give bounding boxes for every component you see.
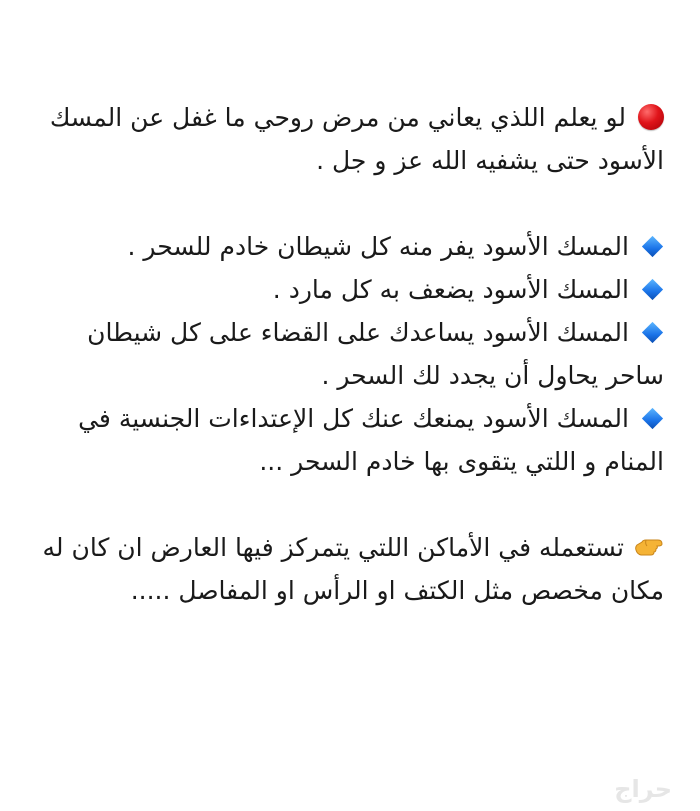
benefit-item — [36, 311, 664, 397]
benefit-text: المسك الأسود يساعدك على القضاء على كل شيطان ساحر يحاول أن يجدد لك السحر . — [87, 318, 664, 390]
post-body — [36, 96, 664, 612]
blue-diamond-icon — [642, 278, 663, 299]
intro-paragraph — [36, 96, 664, 182]
usage-paragraph — [36, 526, 664, 612]
benefit-text: المسك الأسود يفر منه كل شيطان خادم للسحر . — [127, 232, 629, 261]
intro-text: لو يعلم اللذي يعاني من مرض روحي ما غفل عن المسك الأسود حتى يشفيه الله عز و جل . — [49, 103, 664, 175]
top-margin — [0, 0, 700, 72]
blue-diamond-icon — [642, 407, 663, 428]
spacer — [36, 483, 664, 526]
blue-diamond-icon — [642, 235, 663, 256]
benefit-item — [36, 225, 664, 268]
benefit-text: المسك الأسود يمنعك عنك كل الإعتداءات الجنسية في المنام و اللتي يتقوى بها خادم السحر ... — [78, 404, 664, 476]
red-circle-icon — [638, 104, 664, 130]
benefit-item — [36, 268, 664, 311]
spacer — [36, 182, 664, 225]
benefit-item — [36, 397, 664, 483]
benefit-text: المسك الأسود يضعف به كل مارد . — [272, 275, 629, 304]
blue-diamond-icon — [642, 321, 663, 342]
watermark-logo: حراج — [614, 775, 672, 803]
pointing-hand-icon — [634, 536, 664, 558]
usage-text: تستعمله في الأماكن اللتي يتمركز فيها العارض ان كان له مكان مخصص مثل الكتف او الرأس او المفاصل ..... — [42, 533, 664, 605]
